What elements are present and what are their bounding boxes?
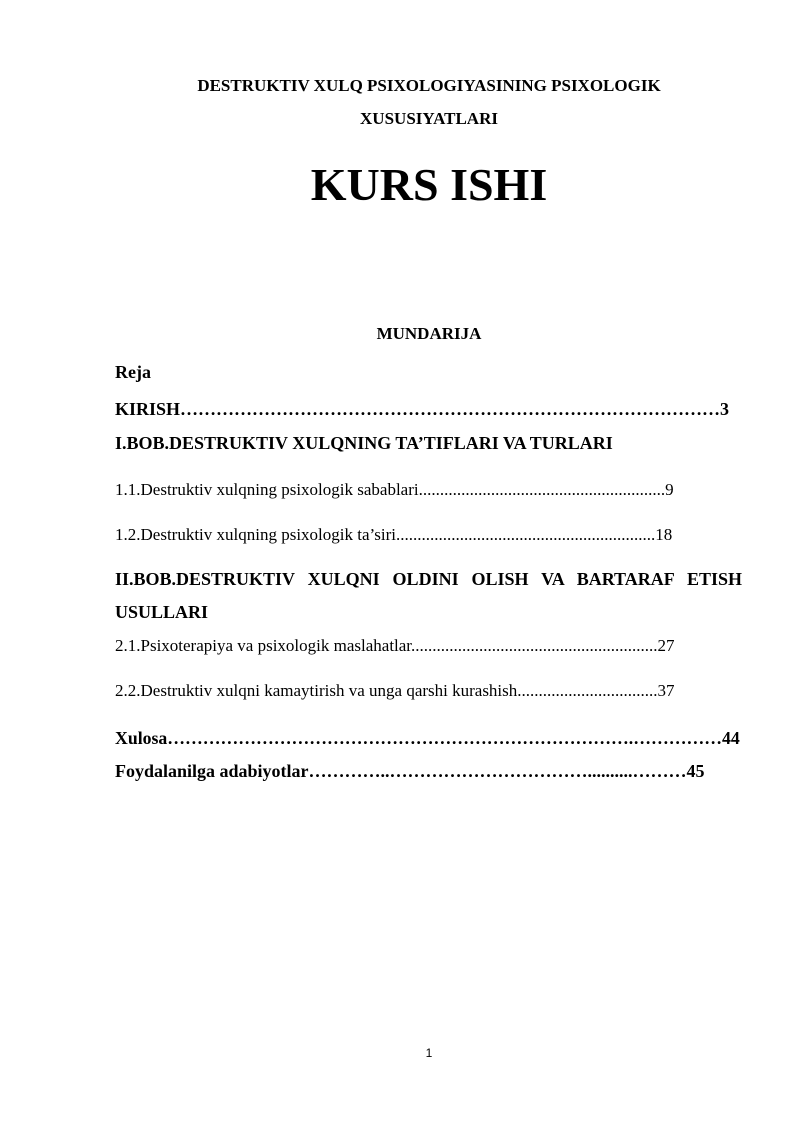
toc-entry-conclusion: Xulosa…………………………………………………………………….……………44 (115, 728, 740, 748)
toc-entry-chapter-2-line2: USULLARI (115, 602, 209, 622)
document-title-line2: XUSUSIYATLARI (360, 109, 498, 128)
toc-entry-2-1: 2.1.Psixoterapiya va psixologik maslahatlar..........................................................27 (115, 636, 675, 655)
toc-entry-2-2: 2.2.Destruktiv xulqni kamaytirish va unga qarshi kurashish.................................37 (115, 681, 675, 700)
toc-entry-chapter-1: I.BOB.DESTRUKTIV XULQNING TA’TIFLARI VA TURLARI (115, 433, 613, 453)
toc-entry-1-1: 1.1.Destruktiv xulqning psixologik sabablari..........................................................9 (115, 480, 674, 499)
toc-entry-introduction: KIRISH………………………………………………………………………………3 (115, 399, 730, 419)
toc-entry-1-2: 1.2.Destruktiv xulqning psixologik ta’siri.............................................................18 (115, 525, 673, 544)
document-type-heading: KURS ISHI (310, 159, 548, 210)
toc-entry-chapter-2-line1: II.BOB.DESTRUKTIV XULQNI OLDINI OLISH VA BARTARAF ETISH (115, 569, 742, 589)
page-number: 1 (425, 1046, 433, 1060)
toc-heading: MUNDARIJA (376, 324, 482, 343)
document-title-line1: DESTRUKTIV XULQ PSIXOLOGIYASINING PSIXOLOGIK (197, 76, 661, 95)
toc-entry-references: Foydalanilga adabiyotlar…………..……………………………..........………45 (115, 761, 705, 781)
plan-label: Reja (115, 362, 151, 382)
